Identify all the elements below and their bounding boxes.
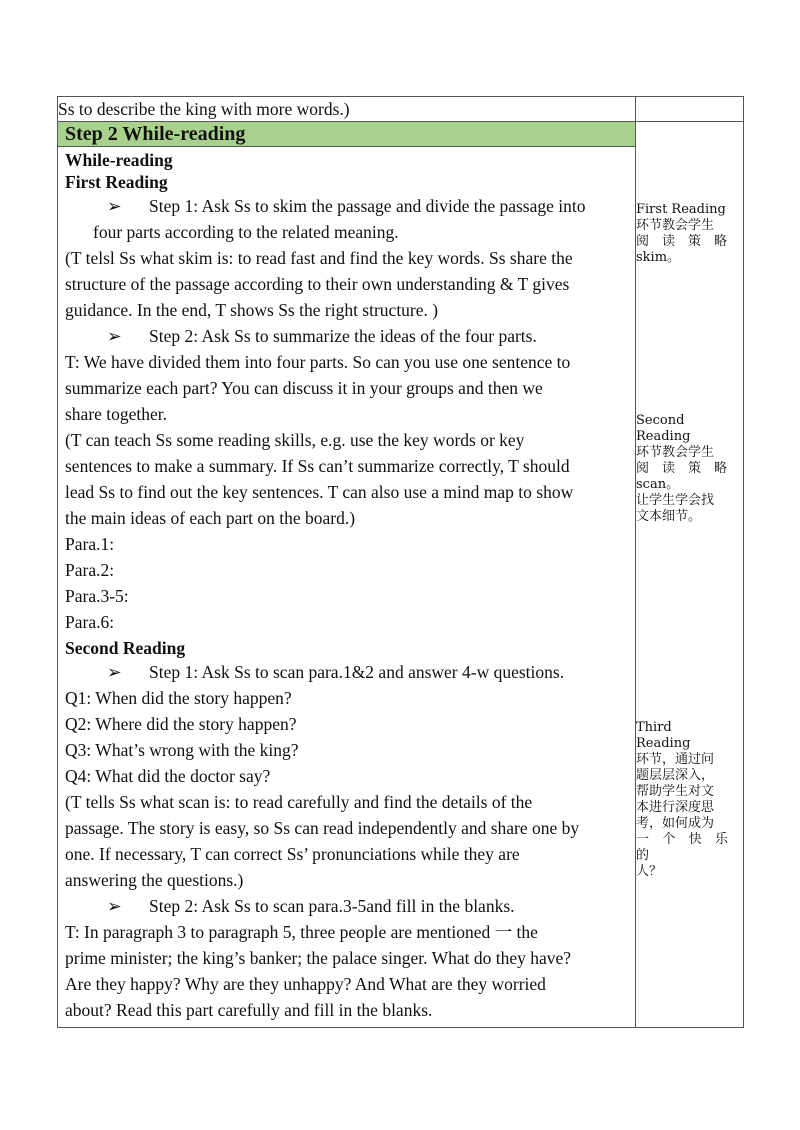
first-t1-b: summarize each part? You can discuss it in your groups and then we	[65, 378, 543, 398]
second-reading-heading: Second Reading	[65, 638, 186, 658]
side-note-line: 环节，通过问	[636, 752, 715, 767]
lesson-plan-table	[57, 96, 744, 1028]
second-step2-line	[65, 893, 628, 919]
second-note-b: passage. The story is easy, so Ss can read independently and share one by	[65, 818, 580, 838]
step2-content	[58, 147, 635, 1027]
second-t-b: prime minister; the king’s banker; the palace singer. What do they have?	[65, 948, 572, 968]
side-note-line: 阅 读 策 略	[636, 234, 728, 249]
second-t-c: Are they happy? Why are they unhappy? And What are they worried	[65, 974, 546, 994]
question-item: Q3: What’s wrong with the king?	[65, 740, 299, 760]
first-note1-b: structure of the passage according to their own understanding & T gives	[65, 274, 570, 294]
second-note-d: answering the questions.)	[65, 870, 244, 890]
first-note2-c: lead Ss to find out the key sentences. T can also use a mind map to show	[65, 482, 574, 502]
side-note-line: 环节教会学生	[636, 445, 715, 460]
arrow-icon: ➢	[107, 196, 122, 216]
while-reading-heading: While-reading	[65, 150, 173, 170]
arrow-icon: ➢	[107, 662, 122, 682]
second-step2-text: Step 2: Ask Ss to scan para.3-5and fill in the blanks.	[149, 896, 515, 916]
first-step1-line	[65, 193, 628, 219]
second-step1-text: Step 1: Ask Ss to scan para.1&2 and answer 4-w questions.	[149, 662, 565, 682]
arrow-icon: ➢	[107, 896, 122, 916]
side-note-first	[636, 202, 728, 266]
side-note-second	[636, 413, 728, 525]
side-note-line: Third Reading	[636, 720, 691, 751]
side-note-line: Second Reading	[636, 413, 691, 444]
side-note-line: 人？	[636, 864, 663, 879]
step2-main-cell	[58, 122, 636, 1028]
second-note-a: (T tells Ss what scan is: to read carefully and find the details of the	[65, 792, 533, 812]
first-note2-a: (T can teach Ss some reading skills, e.g. use the key words or key	[65, 430, 525, 450]
arrow-icon: ➢	[107, 326, 122, 346]
para-label: Para.6:	[65, 612, 115, 632]
first-t1-c: share together.	[65, 404, 168, 424]
first-t1-a: T: We have divided them into four parts. So can you use one sentence to	[65, 352, 571, 372]
first-reading-heading: First Reading	[65, 172, 168, 192]
side-note-line: 题层层深入，	[636, 768, 715, 783]
side-note-line: scan。	[636, 477, 680, 492]
second-t-a: T: In paragraph 3 to paragraph 5, three people are mentioned 一 the	[65, 922, 538, 942]
side-note-line: 让学生学会找	[636, 493, 715, 508]
first-step1-text-b: four parts according to the related meaning.	[93, 222, 399, 242]
first-step2-line	[65, 323, 628, 349]
table-row-step2	[58, 122, 744, 1028]
first-note2-b: sentences to make a summary. If Ss can’t summarize correctly, T should	[65, 456, 570, 476]
first-note2-d: the main ideas of each part on the board.)	[65, 508, 356, 528]
side-note-third	[636, 720, 742, 880]
table-row-top	[58, 97, 744, 122]
second-step1-line	[65, 659, 628, 685]
first-step2-text: Step 2: Ask Ss to summarize the ideas of the four parts.	[149, 326, 537, 346]
side-note-line: 考，如何成为	[636, 816, 715, 831]
side-note-line: 本进行深度思	[636, 800, 715, 815]
side-note-line: 一 个 快 乐 的	[636, 832, 742, 863]
second-t-d: about? Read this part carefully and fill in the blanks.	[65, 1000, 433, 1020]
question-item: Q2: Where did the story happen?	[65, 714, 297, 734]
para-label: Para.3-5:	[65, 586, 129, 606]
para-label: Para.1:	[65, 534, 115, 554]
side-note-line: 环节教会学生	[636, 218, 715, 233]
first-note1-a: (T telsl Ss what skim is: to read fast and find the key words. Ss share the	[65, 248, 573, 268]
first-step1-text-a: Step 1: Ask Ss to skim the passage and divide the passage into	[149, 196, 586, 216]
question-item: Q1: When did the story happen?	[65, 688, 292, 708]
side-note-line: 帮助学生对文	[636, 784, 715, 799]
first-note1-c: guidance. In the end, T shows Ss the right structure. )	[65, 300, 439, 320]
second-note-c: one. If necessary, T can correct Ss’ pronunciations while they are	[65, 844, 520, 864]
side-note-line: First Reading	[636, 202, 726, 217]
side-note-line: skim。	[636, 250, 681, 265]
top-row-side	[636, 97, 744, 122]
para-label: Para.2:	[65, 560, 115, 580]
top-row-text: Ss to describe the king with more words.)	[58, 97, 636, 122]
side-note-line: 文本细节。	[636, 509, 702, 524]
side-note-line: 阅 读 策 略	[636, 461, 728, 476]
side-notes-cell	[636, 122, 744, 1028]
step-header: Step 2 While-reading	[58, 122, 635, 147]
question-item: Q4: What did the doctor say?	[65, 766, 271, 786]
